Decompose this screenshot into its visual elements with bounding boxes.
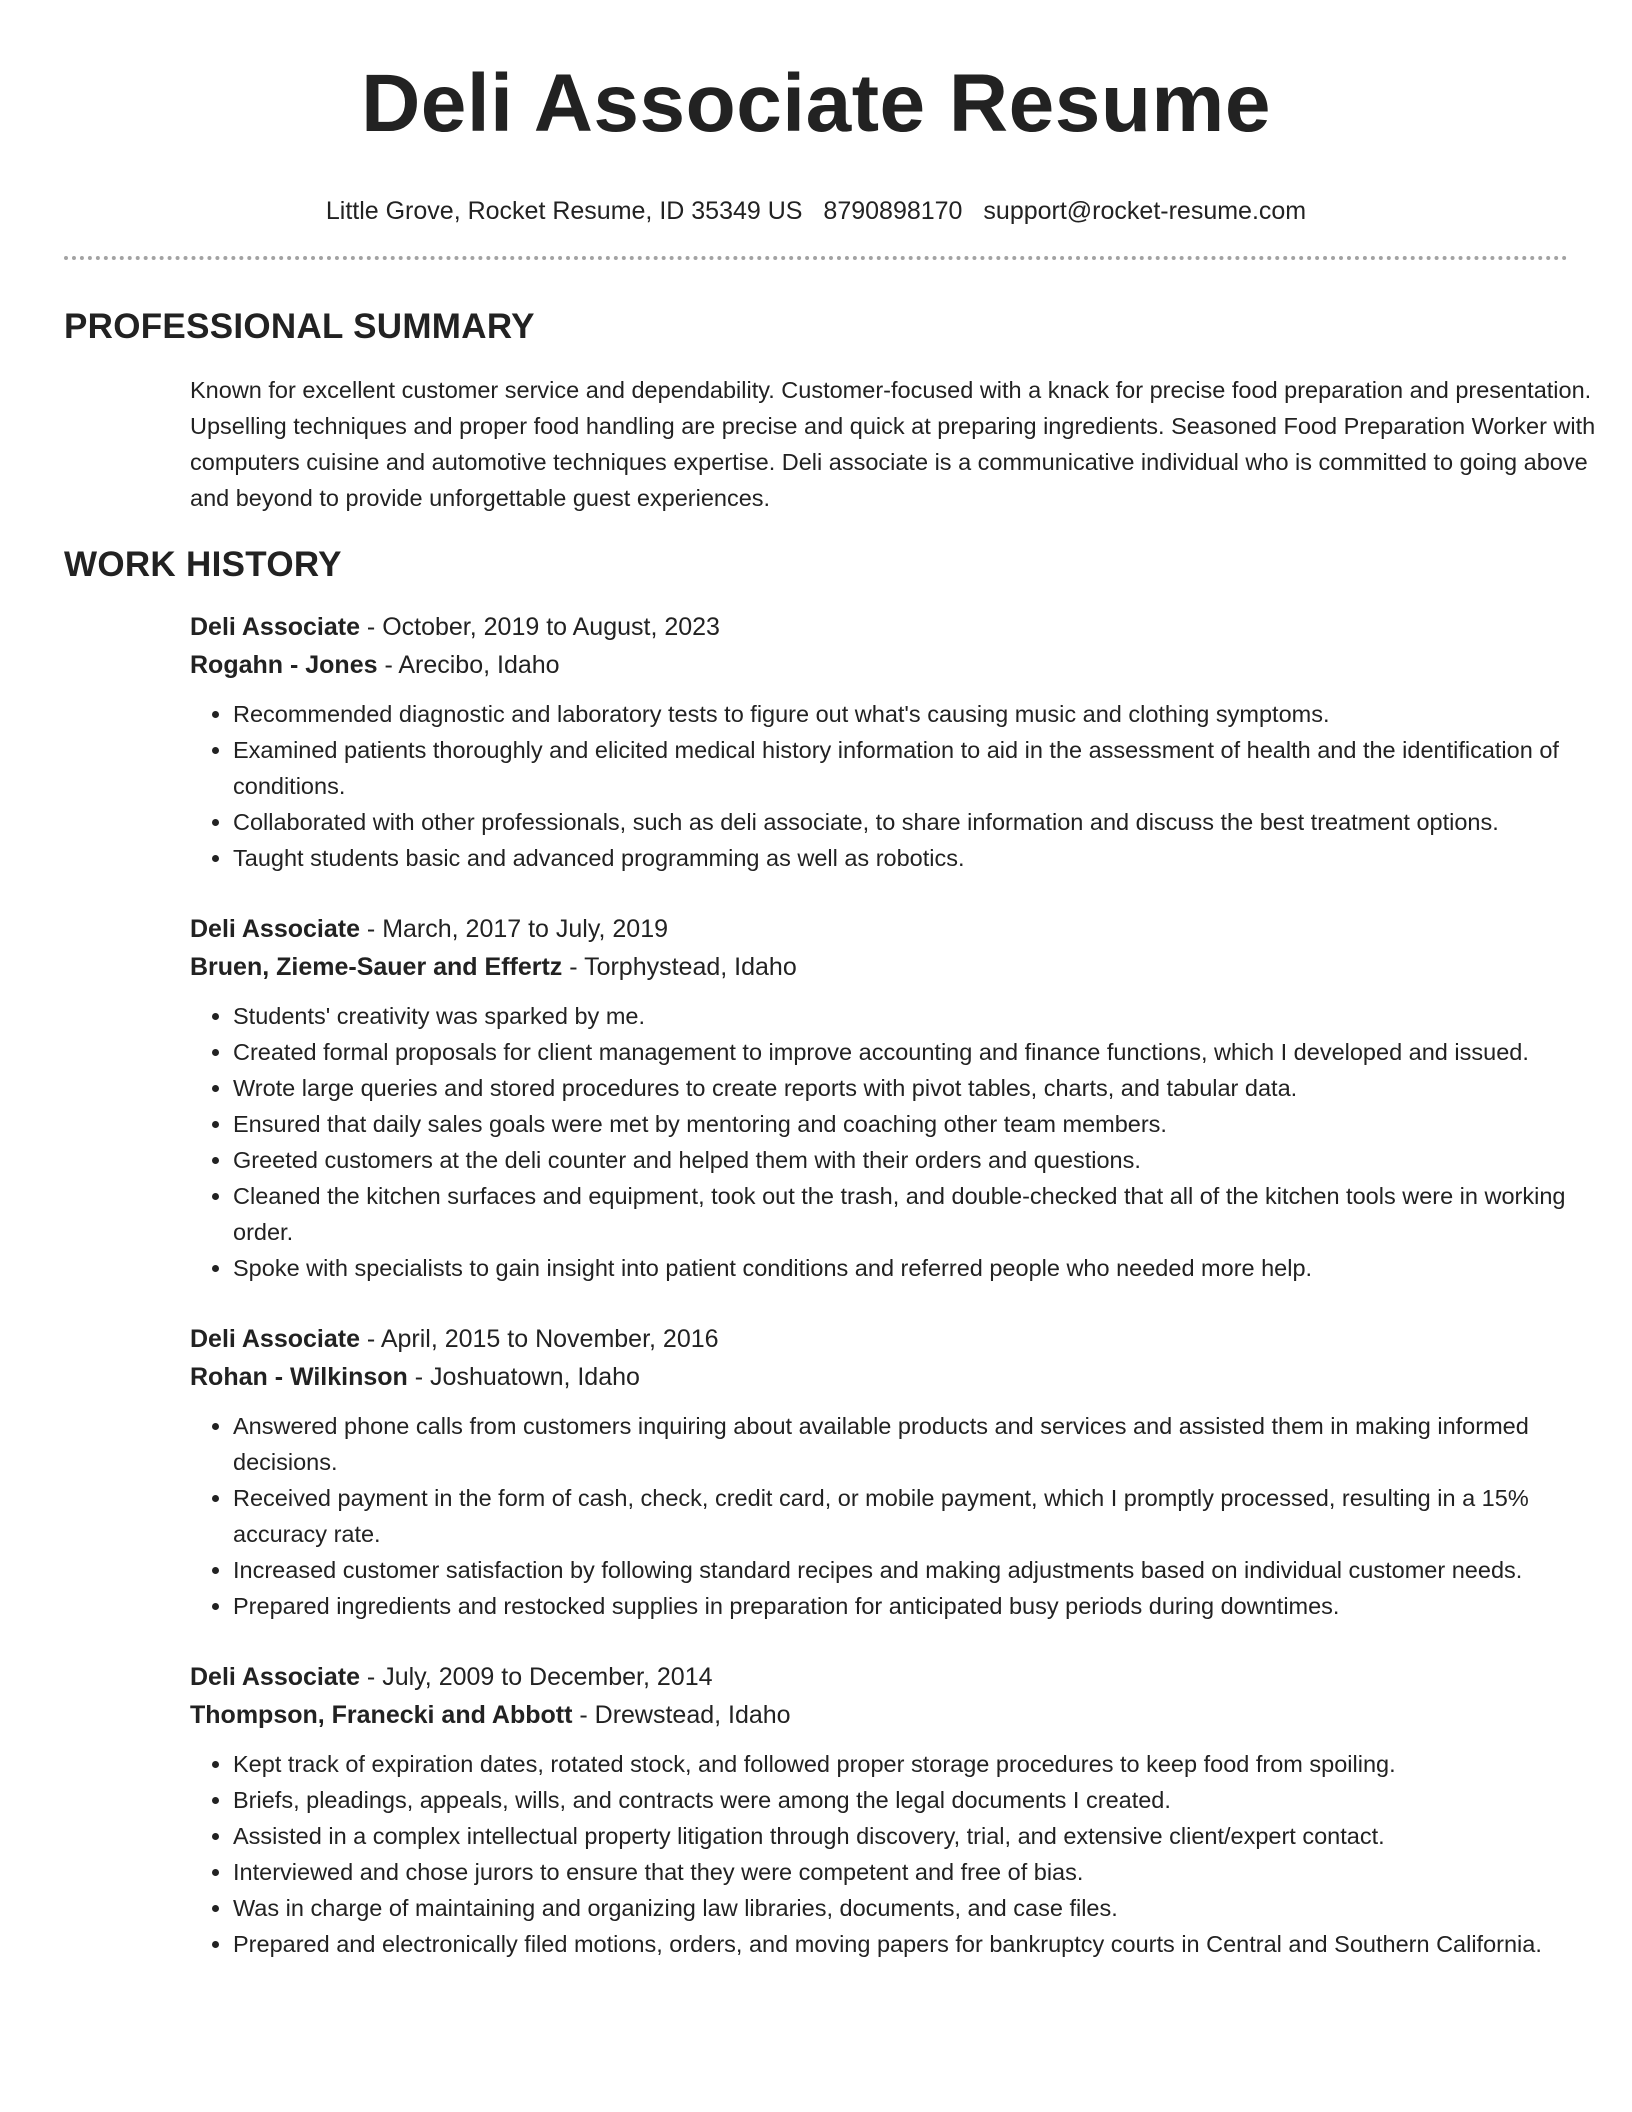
job-company-line bbox=[190, 1696, 1568, 1734]
job-role: Deli Associate bbox=[190, 613, 360, 641]
job-dates: - October, 2019 to August, 2023 bbox=[359, 613, 720, 641]
job-bullets bbox=[190, 1746, 1623, 1962]
job-company-line bbox=[190, 1358, 1568, 1396]
job-role-line bbox=[190, 910, 1568, 948]
job-company-line bbox=[190, 646, 1568, 684]
job-role: Deli Associate bbox=[190, 1663, 360, 1691]
job-company-line bbox=[190, 948, 1568, 986]
contact-phone: 8790898170 bbox=[823, 197, 963, 225]
job-bullets bbox=[190, 998, 1623, 1286]
job-bullet: • Was in charge of maintaining and organizing law libraries, documents, and case files. bbox=[233, 1890, 1623, 1926]
summary-text: Known for excellent customer service and dependability. Customer-focused with a knack for precise food preparation and presentation. Upselling techniques and proper food handling are precise and quick at preparing ingredients. Seasoned Food Preparation Worker with computers cuisine and automotive techniques expertise. Deli associate is a communicative individual who is committed to going above and beyond to provide unforgettable guest experiences. bbox=[190, 377, 1596, 511]
job-bullet: • Recommended diagnostic and laboratory tests to figure out what's causing music and clothing symptoms. bbox=[233, 696, 1623, 732]
job-entry bbox=[190, 1658, 1568, 1962]
job-bullet: • Greeted customers at the deli counter and helped them with their orders and questions. bbox=[233, 1142, 1623, 1178]
job-location: - Joshuatown, Idaho bbox=[407, 1363, 640, 1391]
job-role-line bbox=[190, 1658, 1568, 1696]
job-dates: - July, 2009 to December, 2014 bbox=[359, 1663, 713, 1691]
job-bullet: • Collaborated with other professionals, such as deli associate, to share information and discuss the best treatment options. bbox=[233, 804, 1623, 840]
job-company: Rohan - Wilkinson bbox=[190, 1363, 408, 1391]
job-bullet: • Examined patients thoroughly and elicited medical history information to aid in the assessment of health and the identification of conditions. bbox=[233, 732, 1623, 804]
job-bullets bbox=[190, 1408, 1623, 1624]
job-role: Deli Associate bbox=[190, 1325, 360, 1353]
resume-title: Deli Associate Resume bbox=[361, 58, 1271, 149]
job-bullet: • Increased customer satisfaction by following standard recipes and making adjustments based on individual customer needs. bbox=[233, 1552, 1623, 1588]
work-history-heading: WORK HISTORY bbox=[64, 545, 342, 584]
job-entry bbox=[190, 608, 1568, 876]
job-bullet: • Prepared and electronically filed motions, orders, and moving papers for bankruptcy courts in Central and Southern California. bbox=[233, 1926, 1623, 1962]
job-bullet: • Taught students basic and advanced programming as well as robotics. bbox=[233, 840, 1623, 876]
job-bullet: • Created formal proposals for client management to improve accounting and finance functions, which I developed and issued. bbox=[233, 1034, 1623, 1070]
summary-heading: PROFESSIONAL SUMMARY bbox=[64, 307, 535, 346]
job-location: - Torphystead, Idaho bbox=[562, 953, 797, 981]
job-company: Thompson, Franecki and Abbott bbox=[190, 1701, 573, 1729]
job-bullet: • Students' creativity was sparked by me. bbox=[233, 998, 1623, 1034]
job-bullet: • Ensured that daily sales goals were met by mentoring and coaching other team members. bbox=[233, 1106, 1623, 1142]
job-role-line bbox=[190, 608, 1568, 646]
job-bullet: • Received payment in the form of cash, check, credit card, or mobile payment, which I promptly processed, resulting in a 15% accuracy rate. bbox=[233, 1480, 1623, 1552]
job-bullet: • Cleaned the kitchen surfaces and equipment, took out the trash, and double-checked that all of the kitchen tools were in working order. bbox=[233, 1178, 1623, 1250]
resume-header bbox=[64, 0, 1568, 226]
job-bullet: • Kept track of expiration dates, rotated stock, and followed proper storage procedures to keep food from spoiling. bbox=[233, 1746, 1623, 1782]
job-bullet: • Prepared ingredients and restocked supplies in preparation for anticipated busy periods during downtimes. bbox=[233, 1588, 1623, 1624]
contact-address: Little Grove, Rocket Resume, ID 35349 US bbox=[325, 197, 803, 225]
job-dates: - April, 2015 to November, 2016 bbox=[359, 1325, 719, 1353]
header-divider bbox=[64, 256, 1568, 260]
job-role: Deli Associate bbox=[190, 915, 360, 943]
job-bullet: • Wrote large queries and stored procedures to create reports with pivot tables, charts, and tabular data. bbox=[233, 1070, 1623, 1106]
job-dates: - March, 2017 to July, 2019 bbox=[359, 915, 669, 943]
job-location: - Arecibo, Idaho bbox=[377, 651, 560, 679]
job-company: Rogahn - Jones bbox=[190, 651, 378, 679]
contact-line bbox=[64, 196, 1568, 226]
job-entry bbox=[190, 1320, 1568, 1624]
work-history-list bbox=[64, 608, 1568, 1962]
job-company: Bruen, Zieme-Sauer and Effertz bbox=[190, 953, 563, 981]
job-bullet: • Briefs, pleadings, appeals, wills, and contracts were among the legal documents I created. bbox=[233, 1782, 1623, 1818]
job-bullet: • Interviewed and chose jurors to ensure that they were competent and free of bias. bbox=[233, 1854, 1623, 1890]
job-bullet: • Spoke with specialists to gain insight into patient conditions and referred people who needed more help. bbox=[233, 1250, 1623, 1286]
job-bullets bbox=[190, 696, 1623, 876]
job-bullet: • Answered phone calls from customers inquiring about available products and services and assisted them in making informed decisions. bbox=[233, 1408, 1623, 1480]
job-bullet: • Assisted in a complex intellectual property litigation through discovery, trial, and extensive client/expert contact. bbox=[233, 1818, 1623, 1854]
job-location: - Drewstead, Idaho bbox=[572, 1701, 791, 1729]
job-role-line bbox=[190, 1320, 1568, 1358]
contact-email: support@rocket-resume.com bbox=[983, 197, 1307, 225]
job-entry bbox=[190, 910, 1568, 1286]
